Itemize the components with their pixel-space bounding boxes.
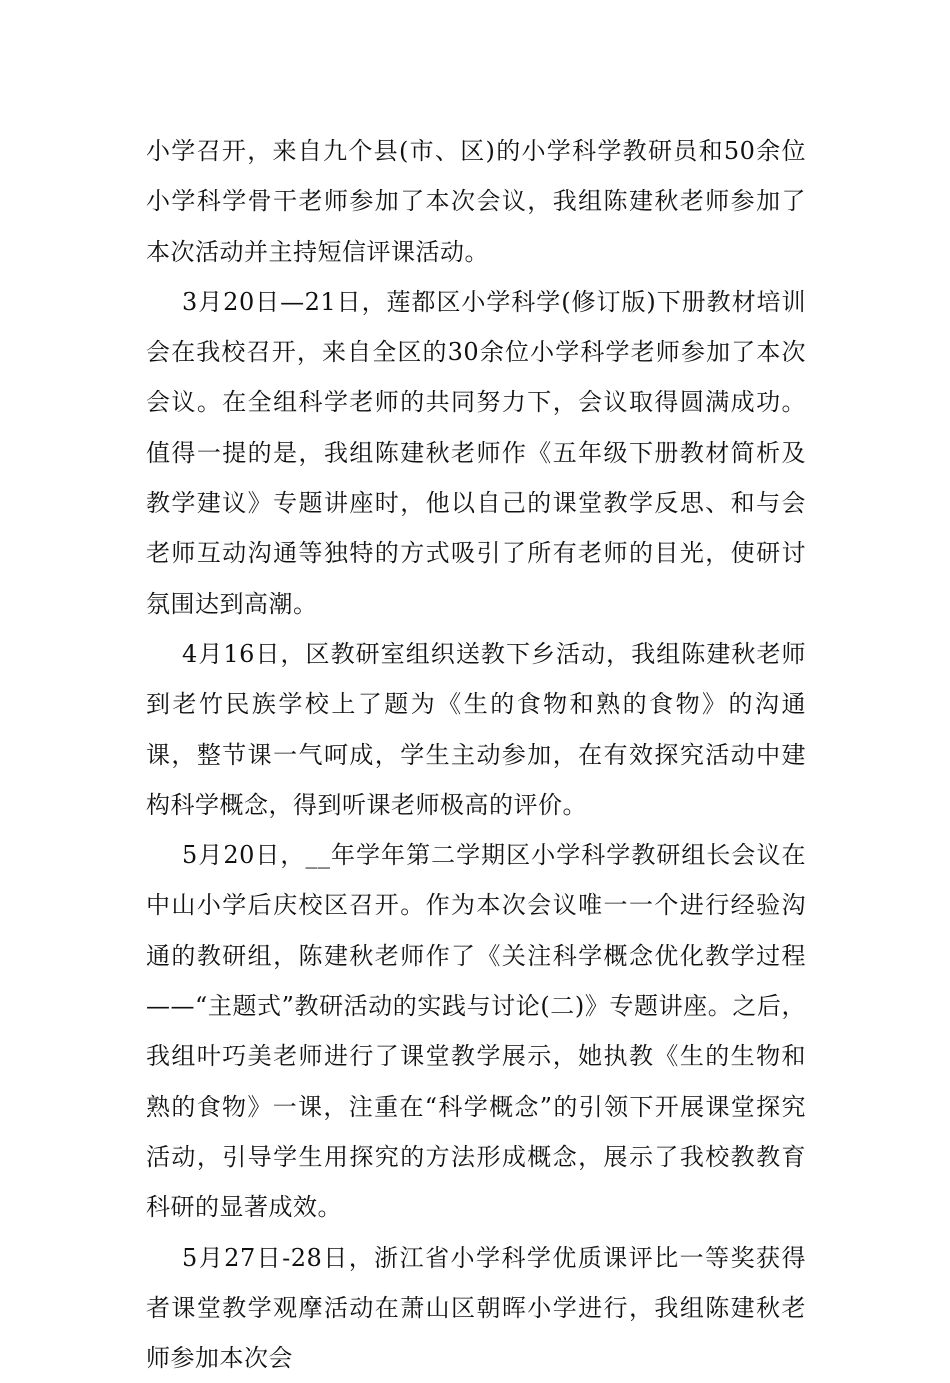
paragraph-may20-meeting: 5月20日，__年学年第二学期区小学科学教研组长会议在中山小学后庆校区召开。作为本次会议唯一一个进行经验沟通的教研组，陈建秋老师作了《关注科学概念优化教学过程——“主题式”教研活动的实践与讨论(二)》专题讲座。之后，我组叶巧美老师进行了课堂教学展示，她执教《生的生物和熟的食物》一课，注重在“科学概念”的引领下开展课堂探究活动，引导学生用探究的方法形成概念，展示了我校教教育科研的显著成效。 [146, 841, 806, 1222]
paragraph-continuation: 小学召开，来自九个县(市、区)的小学科学教研员和50余位小学科学骨干老师参加了本次会议，我组陈建秋老师参加了本次活动并主持短信评课活动。 [146, 137, 806, 266]
paragraph-may27-observation: 5月27日-28日，浙江省小学科学优质课评比一等奖获得者课堂教学观摩活动在萧山区朝晖小学进行，我组陈建秋老师参加本次会 [146, 1243, 806, 1373]
paragraph-april-outreach: 4月16日，区教研室组织送教下乡活动，我组陈建秋老师到老竹民族学校上了题为《生的食物和熟的食物》的沟通课，整节课一气呵成，学生主动参加，在有效探究活动中建构科学概念，得到听课老师极高的评价。 [146, 639, 806, 819]
document-body [146, 126, 806, 1383]
paragraph-march-training: 3月20日—21日，莲都区小学科学(修订版)下册教材培训会在我校召开，来自全区的30余位小学科学老师参加了本次会议。在全组科学老师的共同努力下，会议取得圆满成功。值得一提的是，我组陈建秋老师作《五年级下册教材简析及教学建议》专题讲座时，他以自己的课堂教学反思、和与会老师互动沟通等独特的方式吸引了所有老师的目光，使研讨氛围达到高潮。 [146, 287, 806, 618]
